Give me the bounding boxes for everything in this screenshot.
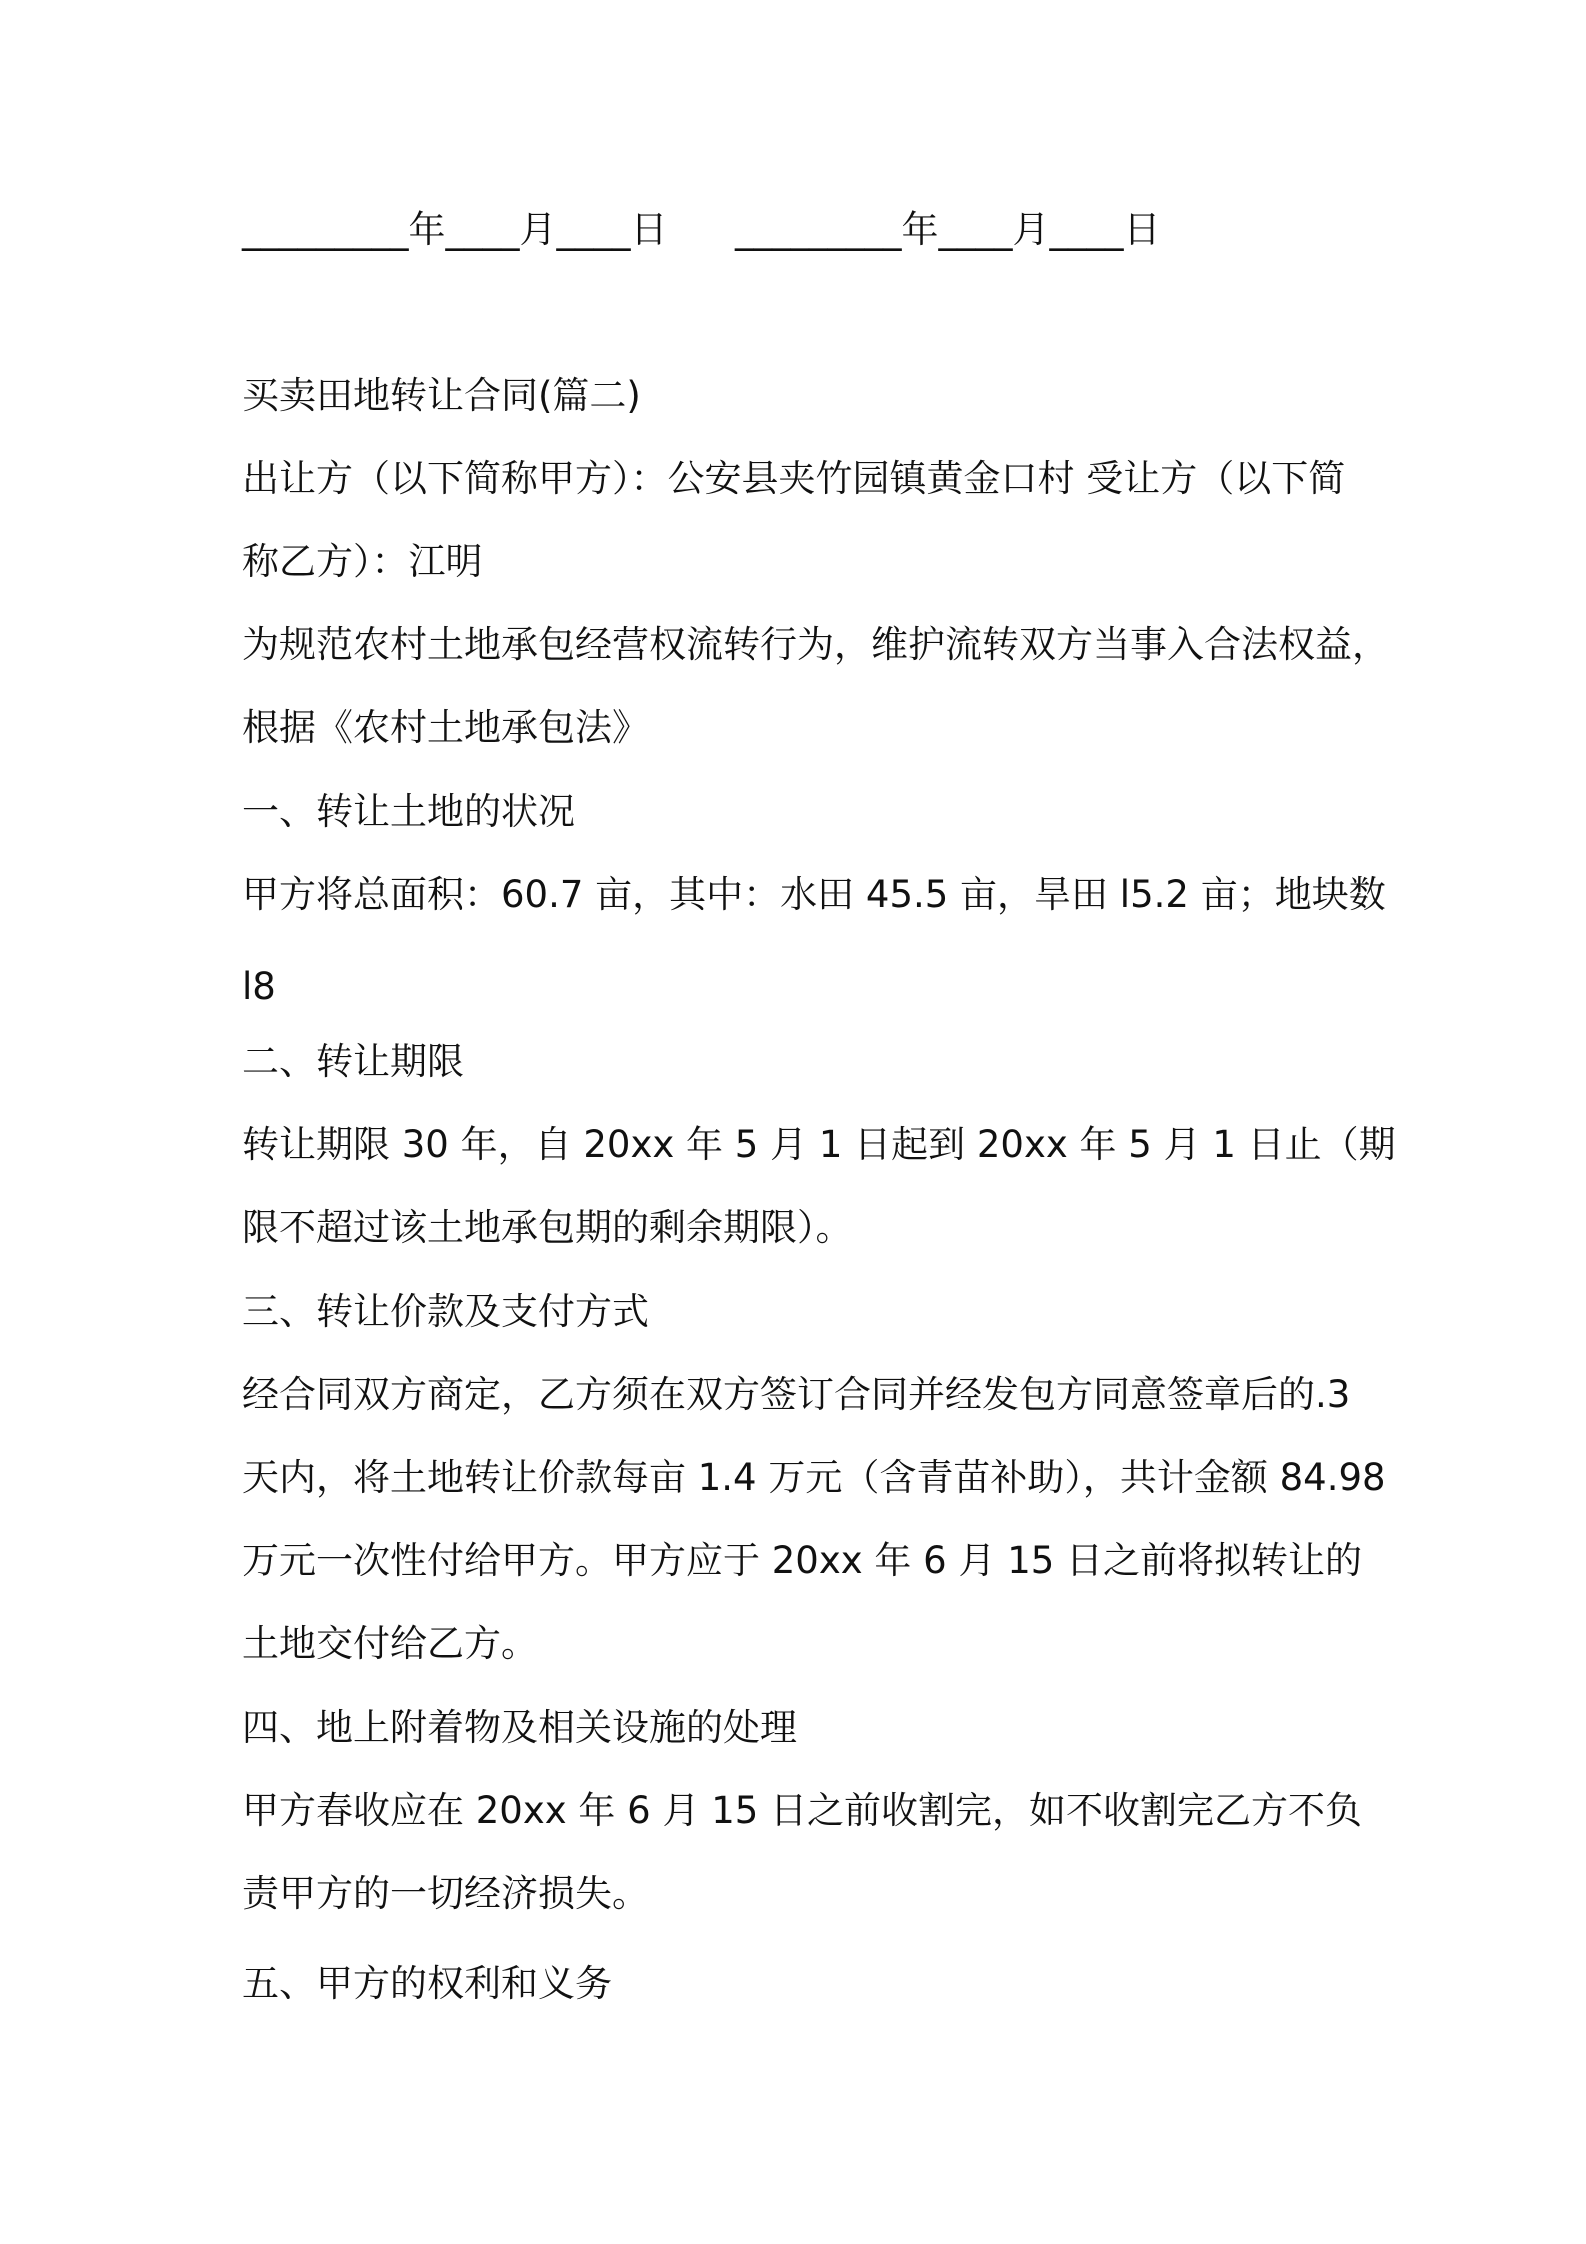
signature-date-left: _________年____月____日 [242,208,668,251]
paragraph-line: 转让期限 30 年，自 20xx 年 5 月 1 日起到 20xx 年 5 月 1 日止（期 [242,1123,1396,1166]
section-heading: 四、地上附着物及相关设施的处理 [242,1706,797,1749]
document-title: 买卖田地转让合同(篇二) [242,374,641,417]
paragraph-line: 责甲方的一切经济损失。 [242,1872,649,1915]
paragraph-line: 经合同双方商定，乙方须在双方签订合同并经发包方同意签章后的.3 [242,1373,1351,1416]
section-heading: 三、转让价款及支付方式 [242,1290,649,1333]
section-heading: 二、转让期限 [242,1040,464,1083]
section-heading: 五、甲方的权利和义务 [242,1962,612,2005]
paragraph-line: 出让方（以下简称甲方）：公安县夹竹园镇黄金口村 受让方（以下简 [242,457,1346,500]
paragraph-line: 天内，将土地转让价款每亩 1.4 万元（含青苗补助），共计金额 84.98 [242,1456,1386,1499]
paragraph-line: 为规范农村土地承包经营权流转行为，维护流转双方当事入合法权益， [242,623,1389,666]
paragraph-line: 土地交付给乙方。 [242,1622,538,1665]
paragraph-line: 限不超过该土地承包期的剩余期限）。 [242,1206,853,1249]
section-heading: 一、转让土地的状况 [242,790,575,833]
paragraph-line: 甲方将总面积：60.7 亩，其中：水田 45.5 亩，旱田 l5.2 亩；地块数 [242,873,1386,916]
paragraph-line: 根据《农村土地承包法》 [242,706,649,749]
paragraph-line: 称乙方）：江明 [242,540,483,583]
paragraph-line: l8 [242,965,276,1008]
signature-date-right: _________年____月____日 [735,208,1161,251]
paragraph-line: 万元一次性付给甲方。甲方应于 20xx 年 6 月 15 日之前将拟转让的 [242,1539,1363,1582]
paragraph-line: 甲方春收应在 20xx 年 6 月 15 日之前收割完，如不收割完乙方不负 [242,1789,1363,1832]
